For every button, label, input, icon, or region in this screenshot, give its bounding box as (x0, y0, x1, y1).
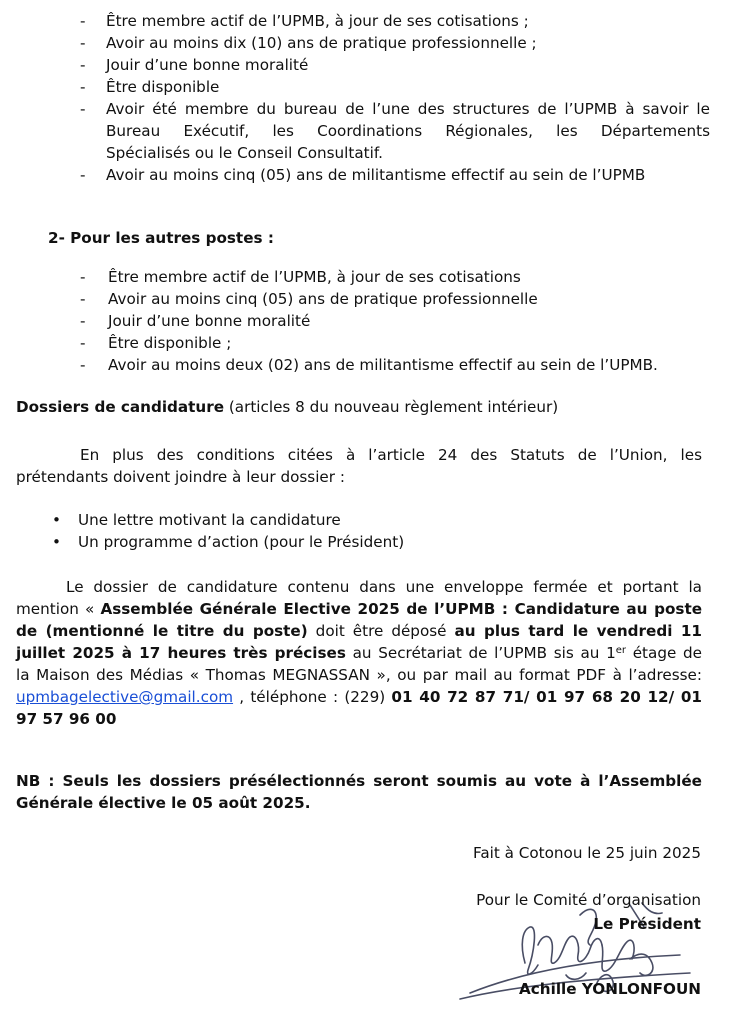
list-item-text: Avoir au moins cinq (05) ans de pratique professionnelle (108, 290, 538, 308)
text-run: doit être déposé (307, 622, 455, 640)
requirements-list-other-posts (80, 266, 710, 376)
list-item (80, 98, 710, 164)
text-run: étage de (626, 644, 702, 662)
list-item-text: Être disponible (106, 78, 220, 96)
list-item (80, 310, 710, 332)
list-item-text: Un programme d’action (pour le Président) (78, 533, 405, 551)
list-item-text: Être disponible ; (108, 334, 232, 352)
paragraph-line (16, 708, 702, 730)
list-item (80, 164, 710, 186)
paragraph-line: Le dossier de candidature contenu dans une enveloppe fermée et portant la (66, 578, 702, 596)
list-item-text: Avoir au moins cinq (05) ans de militantisme effectif au sein de l’UPMB (106, 166, 646, 184)
dossiers-heading (16, 396, 558, 418)
paragraph-line (16, 620, 702, 642)
text-run-bold: juillet 2025 à 17 heures très précises (16, 644, 346, 662)
list-item-text: Jouir d’une bonne moralité (106, 56, 309, 74)
president-title: Le Président (593, 915, 701, 933)
paragraph-line (16, 642, 702, 664)
list-item (80, 76, 710, 98)
list-item-text: Spécialisés ou le Conseil Consultatif. (106, 144, 383, 162)
list-item (80, 266, 710, 288)
signatory-name: Achille YONLONFOUN (519, 980, 701, 998)
text-run: au Secrétariat de l’UPMB sis au 1 (345, 644, 616, 662)
phone-numbers: 01 40 72 87 71/ 01 97 68 20 12/ 01 (391, 688, 702, 706)
list-item (52, 509, 404, 531)
dossiers-note: (articles 8 du nouveau règlement intérieur) (224, 398, 559, 416)
text-run-bold: au plus tard le vendredi 11 (454, 622, 702, 640)
list-item-text: Avoir au moins dix (10) ans de pratique professionnelle ; (106, 34, 537, 52)
text-run-bold: de (mentionné le titre du poste) (16, 622, 308, 640)
paragraph-line: prétendants doivent joindre à leur dossier : (16, 468, 345, 486)
list-item (52, 531, 404, 553)
nb-note (16, 770, 702, 814)
organizing-committee: Pour le Comité d’organisation (476, 891, 701, 909)
paragraph-submission (16, 576, 702, 730)
list-item-text: Être membre actif de l’UPMB, à jour de ses cotisations ; (106, 12, 529, 30)
paragraph-line: la Maison des Médias « Thomas MEGNASSAN », ou par mail au format PDF à l’adresse: (16, 666, 702, 684)
list-item (80, 332, 710, 354)
section-heading: 2- Pour les autres postes : (48, 229, 274, 247)
paragraph-line (16, 598, 702, 620)
list-item-text: Une lettre motivant la candidature (78, 511, 341, 529)
text-run: mention « (16, 600, 101, 618)
required-documents-list (52, 509, 404, 553)
email-link[interactable]: upmbagelective@gmail.com (16, 688, 234, 706)
phone-numbers: 97 57 96 00 (16, 710, 117, 728)
list-item-text: Jouir d’une bonne moralité (108, 312, 311, 330)
list-item (80, 288, 710, 310)
requirements-list-president (80, 10, 710, 186)
list-item (80, 354, 710, 376)
paragraph-line (16, 686, 702, 708)
list-item-text: - Avoir été membre du bureau de l’une des structures de l’UPMB à savoir le (106, 100, 710, 118)
superscript: er (615, 645, 627, 656)
list-item (80, 54, 710, 76)
paragraph-conditions (16, 444, 702, 488)
list-item-text: Être membre actif de l’UPMB, à jour de ses cotisations (108, 268, 521, 286)
dossiers-title: Dossiers de candidature (16, 398, 225, 416)
list-item (80, 10, 710, 32)
paragraph-line: En plus des conditions citées à l’article 24 des Statuts de l’Union, les (80, 446, 702, 464)
list-item-text: Avoir au moins deux (02) ans de militantisme effectif au sein de l’UPMB. (108, 356, 658, 374)
text-run: , téléphone : (229) (233, 688, 392, 706)
text-run-bold: Assemblée Générale Elective 2025 de l’UPMB : Candidature au poste (100, 600, 703, 618)
list-item (80, 32, 710, 54)
list-item-text: Bureau Exécutif, les Coordinations Régionales, les Départements (106, 122, 710, 140)
paragraph-line: NB : Seuls les dossiers présélectionnés seront soumis au vote à l’Assemblée (16, 772, 702, 790)
place-date: Fait à Cotonou le 25 juin 2025 (472, 844, 701, 862)
paragraph-line: Générale élective le 05 août 2025. (16, 794, 311, 812)
